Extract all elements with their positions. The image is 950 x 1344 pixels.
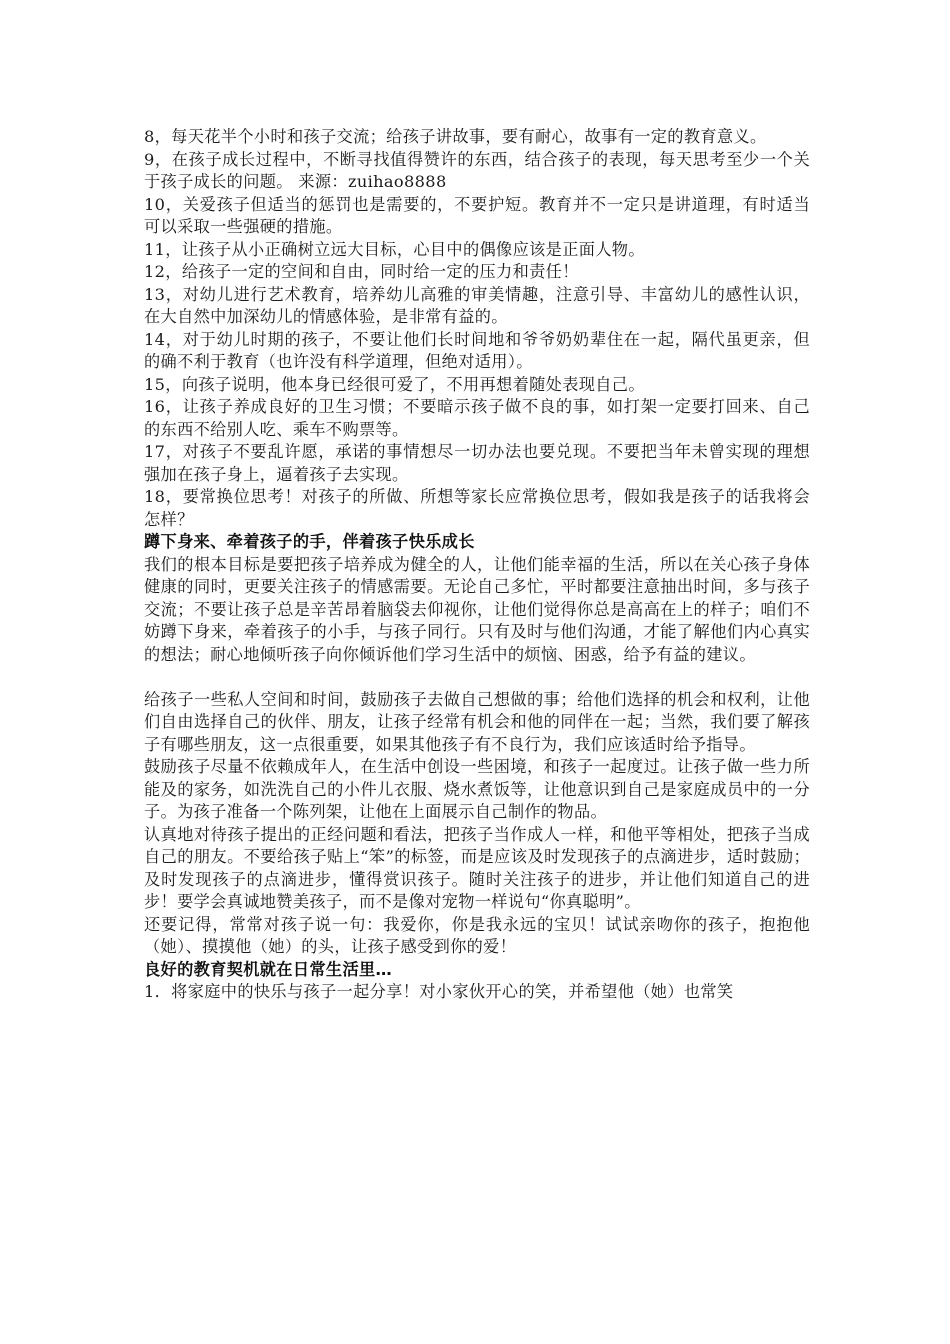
- blank-line: [144, 666, 810, 689]
- document-page: [144, 126, 810, 1004]
- list-item: 10，关爱孩子但适当的惩罚也是需要的，不要护短。教育并不一定只是讲道理，有时适当可以采取一些强硬的措施。: [144, 194, 810, 236]
- section-heading: 蹲下身来、牵着孩子的手，伴着孩子快乐成长: [144, 532, 475, 551]
- list-item: 14，对于幼儿时期的孩子，不要让他们长时间地和爷爷奶奶辈住在一起，隔代虽更亲，但的确不利于教育（也许没有科学道理，但绝对适用）。: [144, 329, 810, 371]
- list-item: 17，对孩子不要乱许愿，承诺的事情想尽一切办法也要兑现。不要把当年未曾实现的理想强加在孩子身上，逼着孩子去实现。: [144, 442, 810, 484]
- paragraph: 还要记得，常常对孩子说一句：我爱你，你是我永远的宝贝！试试亲吻你的孩子，抱抱他（她）、摸摸他（她）的头，让孩子感受到你的爱！: [144, 914, 810, 956]
- list-item: 15，向孩子说明，他本身已经很可爱了，不用再想着随处表现自己。: [144, 374, 645, 394]
- paragraph: 我们的根本目标是要把孩子培养成为健全的人，让他们能幸福的生活，所以在关心孩子身体健康的同时，更要关注孩子的情感需要。无论自己多忙，平时都要注意抽出时间，多与孩子交流；不要让孩子总是辛苦昂着脑袋去仰视你，让他们觉得你总是高高在上的样子；咱们不妨蹲下身来，牵着孩子的小手，与孩子同行。只有及时与他们沟通，才能了解他们内心真实的想法；耐心地倾听孩子向你倾诉他们学习生活中的烦恼、困惑，给予有益的建议。: [144, 554, 810, 664]
- list-item: 8，每天花半个小时和孩子交流；给孩子讲故事，要有耐心，故事有一定的教育意义。: [144, 127, 767, 146]
- list-item: 16，让孩子养成良好的卫生习惯；不要暗示孩子做不良的事，如打架一定要打回来、自己的东西不给别人吃、乘车不购票等。: [144, 397, 810, 439]
- list-item: 12，给孩子一定的空间和自由，同时给一定的压力和责任！: [144, 262, 579, 281]
- paragraph: 给孩子一些私人空间和时间，鼓励孩子去做自己想做的事；给他们选择的机会和权利，让他们自由选择自己的伙伴、朋友，让孩子经常有机会和他的同伴在一起；当然，我们要了解孩子有哪些朋友，这一点很重要，如果其他孩子有不良行为，我们应该适时给予指导。: [144, 689, 810, 754]
- list-item: 11，让孩子从小正确树立远大目标，心目中的偶像应该是正面人物。: [144, 239, 645, 259]
- list-item: 9，在孩子成长过程中，不断寻找值得赞许的东西，结合孩子的表现，每天思考至少一个关于孩子成长的问题。 来源：zuihao8888: [144, 149, 810, 191]
- paragraph: 鼓励孩子尽量不依赖成年人，在生活中创设一些困境，和孩子一起度过。让孩子做一些力所能及的家务，如洗洗自己的小件儿衣服、烧水煮饭等，让他意识到自己是家庭成员中的一分子。为孩子准备一个陈列架，让他在上面展示自己制作的物品。: [144, 757, 810, 821]
- paragraph: 认真地对待孩子提出的正经问题和看法，把孩子当作成人一样，和他平等相处，把孩子当成自己的朋友。不要给孩子贴上“笨”的标签，而是应该及时发现孩子的点滴进步，适时鼓励；及时发现孩子的点滴进步，懂得赏识孩子。随时关注孩子的进步，并让他们知道自己的进步！要学会真诚地赞美孩子，而不是像对宠物一样说句“你真聪明”。: [144, 824, 810, 911]
- list-item: 13，对幼儿进行艺术教育，培养幼儿高雅的审美情趣，注意引导、丰富幼儿的感性认识，在大自然中加深幼儿的情感体验，是非常有益的。: [144, 284, 810, 326]
- section-heading: 良好的教育契机就在日常生活里…: [144, 959, 393, 979]
- paragraph: 1．将家庭中的快乐与孩子一起分享！对小家伙开心的笑，并希望他（她）也常笑: [144, 982, 734, 1001]
- list-item: 18，要常换位思考！对孩子的所做、所想等家长应常换位思考，假如我是孩子的话我将会怎样？: [144, 487, 810, 529]
